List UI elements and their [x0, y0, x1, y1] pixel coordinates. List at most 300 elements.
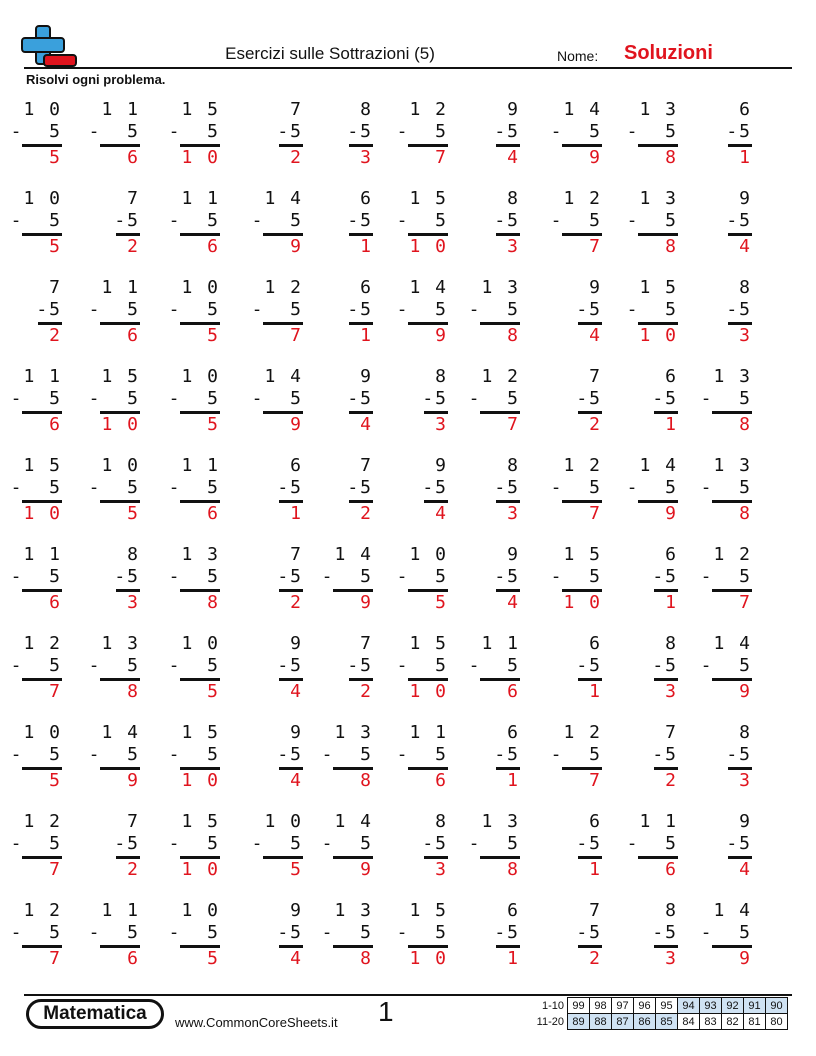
- minuend: 8: [507, 455, 520, 476]
- score-row-label: 1-10: [541, 999, 564, 1012]
- subtrahend: -5: [494, 922, 520, 943]
- minuend: 9: [507, 544, 520, 565]
- subtraction-problem: [542, 100, 602, 170]
- minuend: 1 0: [101, 455, 140, 476]
- minuend: 1 3: [481, 811, 520, 832]
- subtraction-problem: [618, 723, 678, 793]
- subtraction-problem: [2, 545, 62, 615]
- answer: 8: [665, 236, 678, 257]
- minuend: 1 4: [101, 722, 140, 743]
- subtrahend: - 5: [10, 744, 62, 765]
- minuend: 1 2: [23, 811, 62, 832]
- minuend: 7: [589, 366, 602, 387]
- subtraction-problem: [692, 901, 752, 971]
- subtraction-problem: [542, 634, 602, 704]
- minuend: 8: [739, 277, 752, 298]
- answer: 3: [665, 681, 678, 702]
- answer: 1 0: [23, 503, 62, 524]
- subtrahend: -5: [277, 655, 303, 676]
- subtraction-problem: [313, 634, 373, 704]
- minuend: 1 1: [181, 455, 220, 476]
- answer: 8: [207, 592, 220, 613]
- subtraction-problem: [243, 812, 303, 882]
- subtrahend: - 5: [468, 655, 520, 676]
- subtrahend: - 5: [700, 566, 752, 587]
- minuend: 1 4: [639, 455, 678, 476]
- footer-divider: [24, 994, 792, 996]
- answer: 4: [507, 592, 520, 613]
- subtrahend: -5: [576, 299, 602, 320]
- answer: 7: [589, 770, 602, 791]
- minuend: 1 3: [639, 99, 678, 120]
- score-cell: 91: [744, 998, 766, 1014]
- subtraction-problem: [2, 901, 62, 971]
- subtraction-problem: [460, 723, 520, 793]
- subtrahend: - 5: [168, 388, 220, 409]
- minuend: 8: [360, 99, 373, 120]
- answer: 2: [360, 503, 373, 524]
- answer: 4: [507, 147, 520, 168]
- answer: 1 0: [101, 414, 140, 435]
- answer: 8: [507, 325, 520, 346]
- minuend: 8: [127, 544, 140, 565]
- minuend: 1 5: [639, 277, 678, 298]
- subtraction-problem: [460, 634, 520, 704]
- subtrahend: -5: [726, 121, 752, 142]
- minuend: 1 2: [481, 366, 520, 387]
- minuend: 1 0: [181, 633, 220, 654]
- answer: 3: [507, 236, 520, 257]
- minuend: 8: [507, 188, 520, 209]
- minuend: 7: [360, 633, 373, 654]
- subtrahend: -5: [652, 922, 678, 943]
- subtrahend: - 5: [321, 833, 373, 854]
- subtraction-problem: [460, 545, 520, 615]
- subtraction-problem: [80, 367, 140, 437]
- name-value: Soluzioni: [624, 42, 713, 64]
- subtrahend: - 5: [88, 655, 140, 676]
- answer: 5: [435, 592, 448, 613]
- subtraction-problem: [542, 189, 602, 259]
- answer: 1 0: [409, 681, 448, 702]
- answer: 3: [665, 948, 678, 969]
- answer: 7: [49, 948, 62, 969]
- minuend: 9: [435, 455, 448, 476]
- minuend: 1 4: [409, 277, 448, 298]
- subtrahend: - 5: [10, 566, 62, 587]
- subtraction-problem: [388, 456, 448, 526]
- minuend: 1 1: [101, 900, 140, 921]
- subtraction-problem: [243, 634, 303, 704]
- answer: 2: [589, 948, 602, 969]
- answer: 7: [589, 236, 602, 257]
- subtraction-problem: [243, 100, 303, 170]
- subtraction-problem: [692, 545, 752, 615]
- subtrahend: - 5: [10, 833, 62, 854]
- answer: 6: [435, 770, 448, 791]
- minuend: 1 1: [23, 544, 62, 565]
- subtrahend: - 5: [10, 922, 62, 943]
- subtrahend: -5: [347, 655, 373, 676]
- minuend: 1 1: [23, 366, 62, 387]
- subtrahend: - 5: [10, 210, 62, 231]
- subtrahend: - 5: [700, 655, 752, 676]
- minuend: 1 2: [23, 900, 62, 921]
- answer: 6: [49, 592, 62, 613]
- minuend: 1 3: [713, 455, 752, 476]
- subtraction-problem: [80, 278, 140, 348]
- minuend: 6: [290, 455, 303, 476]
- minuend: 9: [507, 99, 520, 120]
- subtrahend: -5: [277, 744, 303, 765]
- minuend: 7: [290, 544, 303, 565]
- subtrahend: - 5: [10, 121, 62, 142]
- minuend: 6: [589, 811, 602, 832]
- answer: 9: [290, 236, 303, 257]
- minuend: 1 4: [264, 188, 303, 209]
- subtraction-problem: [692, 812, 752, 882]
- answer: 7: [739, 592, 752, 613]
- subtrahend: - 5: [168, 655, 220, 676]
- subtrahend: -5: [726, 744, 752, 765]
- subtrahend: - 5: [88, 922, 140, 943]
- subtraction-problem: [618, 367, 678, 437]
- minuend: 1 4: [713, 900, 752, 921]
- answer: 7: [507, 414, 520, 435]
- score-cell: 85: [656, 1014, 678, 1030]
- subtraction-problem: [692, 278, 752, 348]
- minuend: 8: [435, 366, 448, 387]
- subtraction-problem: [160, 545, 220, 615]
- subtrahend: - 5: [251, 388, 303, 409]
- subtrahend: - 5: [396, 566, 448, 587]
- answer: 4: [290, 770, 303, 791]
- score-cell: 80: [766, 1014, 788, 1030]
- minuend: 7: [127, 811, 140, 832]
- subtraction-problem: [460, 278, 520, 348]
- brand-badge: Matematica: [26, 999, 164, 1029]
- answer: 8: [739, 414, 752, 435]
- subtraction-problem: [2, 100, 62, 170]
- answer: 4: [435, 503, 448, 524]
- subtrahend: - 5: [396, 922, 448, 943]
- subtrahend: -5: [277, 477, 303, 498]
- answer: 5: [290, 859, 303, 880]
- minuend: 6: [507, 722, 520, 743]
- subtraction-problem: [388, 545, 448, 615]
- minuend: 1 4: [713, 633, 752, 654]
- page-title: Esercizi sulle Sottrazioni (5): [225, 44, 435, 63]
- subtrahend: - 5: [168, 210, 220, 231]
- score-cell: 97: [612, 998, 634, 1014]
- minuend: 1 1: [181, 188, 220, 209]
- answer: 1 0: [181, 770, 220, 791]
- minuend: 7: [589, 900, 602, 921]
- subtrahend: -5: [726, 210, 752, 231]
- answer: 3: [507, 503, 520, 524]
- subtrahend: - 5: [88, 477, 140, 498]
- minuend: 1 2: [264, 277, 303, 298]
- score-cell: 95: [656, 998, 678, 1014]
- subtraction-problem: [2, 278, 62, 348]
- answer: 5: [207, 414, 220, 435]
- answer: 3: [739, 770, 752, 791]
- instructions: Risolvi ogni problema.: [26, 72, 166, 87]
- subtrahend: -5: [347, 477, 373, 498]
- subtrahend: - 5: [626, 477, 678, 498]
- answer: 9: [739, 681, 752, 702]
- score-row: [528, 998, 788, 1014]
- score-cell: 81: [744, 1014, 766, 1030]
- subtraction-problem: [80, 456, 140, 526]
- answer: 2: [589, 414, 602, 435]
- minuend: 6: [739, 99, 752, 120]
- subtraction-problem: [313, 812, 373, 882]
- subtraction-problem: [313, 545, 373, 615]
- subtrahend: - 5: [396, 299, 448, 320]
- subtrahend: - 5: [626, 210, 678, 231]
- minuend: 9: [739, 188, 752, 209]
- answer: 8: [360, 770, 373, 791]
- answer: 2: [665, 770, 678, 791]
- answer: 9: [360, 592, 373, 613]
- subtrahend: - 5: [251, 299, 303, 320]
- answer: 1: [360, 325, 373, 346]
- subtrahend: - 5: [88, 299, 140, 320]
- subtrahend: - 5: [168, 477, 220, 498]
- score-row-label: 11-20: [536, 1015, 564, 1028]
- subtraction-problem: [243, 723, 303, 793]
- subtrahend: - 5: [550, 210, 602, 231]
- subtraction-problem: [692, 189, 752, 259]
- answer: 6: [665, 859, 678, 880]
- subtraction-problem: [160, 189, 220, 259]
- subtraction-problem: [692, 723, 752, 793]
- subtraction-problem: [388, 367, 448, 437]
- answer: 1: [739, 147, 752, 168]
- subtraction-problem: [313, 456, 373, 526]
- subtraction-problem: [542, 723, 602, 793]
- answer: 1 0: [181, 147, 220, 168]
- subtraction-problem: [618, 278, 678, 348]
- subtraction-problem: [542, 367, 602, 437]
- answer: 1: [589, 859, 602, 880]
- minuend: 6: [589, 633, 602, 654]
- subtraction-problem: [460, 901, 520, 971]
- answer: 6: [127, 948, 140, 969]
- subtrahend: -5: [347, 299, 373, 320]
- subtrahend: -5: [422, 477, 448, 498]
- subtrahend: - 5: [168, 121, 220, 142]
- answer: 1 0: [409, 948, 448, 969]
- subtrahend: -5: [277, 922, 303, 943]
- subtrahend: -5: [494, 744, 520, 765]
- minuend: 1 4: [334, 544, 373, 565]
- answer: 4: [290, 681, 303, 702]
- minuend: 1 5: [181, 722, 220, 743]
- minuend: 6: [665, 366, 678, 387]
- subtraction-problem: [388, 278, 448, 348]
- answer: 5: [207, 681, 220, 702]
- subtraction-problem: [313, 189, 373, 259]
- minuend: 7: [665, 722, 678, 743]
- minuend: 1 0: [409, 544, 448, 565]
- subtraction-problem: [313, 100, 373, 170]
- answer: 8: [507, 859, 520, 880]
- subtrahend: - 5: [168, 744, 220, 765]
- minuend: 1 5: [409, 633, 448, 654]
- minuend: 1 4: [563, 99, 602, 120]
- subtrahend: -5: [494, 477, 520, 498]
- minuend: 1 3: [639, 188, 678, 209]
- subtrahend: -5: [726, 833, 752, 854]
- minuend: 8: [665, 900, 678, 921]
- subtraction-problem: [460, 189, 520, 259]
- minuend: 1 2: [23, 633, 62, 654]
- subtrahend: - 5: [10, 477, 62, 498]
- subtraction-problem: [80, 634, 140, 704]
- subtrahend: -5: [422, 388, 448, 409]
- answer: 6: [49, 414, 62, 435]
- answer: 3: [360, 147, 373, 168]
- subtraction-problem: [692, 367, 752, 437]
- answer: 6: [207, 503, 220, 524]
- minuend: 1 0: [264, 811, 303, 832]
- subtraction-problem: [618, 634, 678, 704]
- answer: 7: [290, 325, 303, 346]
- subtraction-problem: [2, 367, 62, 437]
- subtrahend: -5: [652, 388, 678, 409]
- minuend: 1 3: [181, 544, 220, 565]
- minuend: 1 2: [563, 188, 602, 209]
- answer: 1: [360, 236, 373, 257]
- minuend: 1 1: [101, 99, 140, 120]
- answer: 2: [127, 236, 140, 257]
- score-table: [528, 997, 788, 1030]
- answer: 5: [207, 325, 220, 346]
- answer: 3: [435, 859, 448, 880]
- minuend: 9: [589, 277, 602, 298]
- subtraction-problem: [80, 189, 140, 259]
- subtraction-problem: [160, 812, 220, 882]
- minuend: 9: [290, 722, 303, 743]
- subtraction-problem: [2, 634, 62, 704]
- subtrahend: - 5: [468, 299, 520, 320]
- answer: 8: [665, 147, 678, 168]
- subtrahend: - 5: [251, 833, 303, 854]
- subtraction-problem: [618, 545, 678, 615]
- subtrahend: - 5: [626, 833, 678, 854]
- subtraction-problem: [542, 812, 602, 882]
- subtraction-problem: [160, 634, 220, 704]
- score-cell: 84: [678, 1014, 700, 1030]
- page-number: 1: [378, 996, 394, 1027]
- minuend: 1 3: [713, 366, 752, 387]
- score-cell: 96: [634, 998, 656, 1014]
- answer: 9: [127, 770, 140, 791]
- score-cell: 90: [766, 998, 788, 1014]
- minuend: 8: [739, 722, 752, 743]
- answer: 1 0: [639, 325, 678, 346]
- minuend: 7: [290, 99, 303, 120]
- subtrahend: - 5: [468, 833, 520, 854]
- subtraction-problem: [313, 723, 373, 793]
- score-cell: 98: [590, 998, 612, 1014]
- minuend: 1 1: [101, 277, 140, 298]
- subtraction-problem: [313, 278, 373, 348]
- subtrahend: -5: [494, 210, 520, 231]
- minuend: 1 5: [23, 455, 62, 476]
- subtraction-problem: [80, 901, 140, 971]
- answer: 5: [49, 770, 62, 791]
- subtrahend: -5: [347, 388, 373, 409]
- minuend: 9: [290, 900, 303, 921]
- subtraction-problem: [2, 812, 62, 882]
- subtraction-problem: [2, 723, 62, 793]
- subtrahend: - 5: [168, 566, 220, 587]
- score-cell: 87: [612, 1014, 634, 1030]
- answer: 3: [739, 325, 752, 346]
- subtrahend: -5: [347, 210, 373, 231]
- minuend: 1 3: [334, 722, 373, 743]
- minuend: 1 5: [181, 99, 220, 120]
- subtrahend: - 5: [396, 121, 448, 142]
- answer: 7: [435, 147, 448, 168]
- minuend: 1 0: [23, 188, 62, 209]
- subtrahend: -5: [576, 388, 602, 409]
- answer: 1: [589, 681, 602, 702]
- minuend: 6: [360, 188, 373, 209]
- answer: 9: [290, 414, 303, 435]
- subtrahend: - 5: [550, 744, 602, 765]
- minuend: 9: [360, 366, 373, 387]
- minuend: 1 2: [409, 99, 448, 120]
- subtrahend: - 5: [88, 388, 140, 409]
- subtraction-problem: [388, 812, 448, 882]
- subtrahend: - 5: [626, 299, 678, 320]
- answer: 3: [127, 592, 140, 613]
- answer: 4: [739, 236, 752, 257]
- subtrahend: -5: [114, 833, 140, 854]
- subtraction-problem: [2, 189, 62, 259]
- answer: 2: [290, 147, 303, 168]
- subtrahend: -5: [347, 121, 373, 142]
- subtrahend: -5: [494, 121, 520, 142]
- subtrahend: -5: [277, 121, 303, 142]
- answer: 6: [507, 681, 520, 702]
- subtrahend: - 5: [10, 655, 62, 676]
- minuend: 9: [290, 633, 303, 654]
- subtraction-problem: [243, 456, 303, 526]
- subtraction-problem: [388, 901, 448, 971]
- name-label: Nome:: [557, 48, 599, 64]
- subtraction-problem: [692, 456, 752, 526]
- subtraction-problem: [388, 634, 448, 704]
- score-row: [528, 1014, 788, 1030]
- subtraction-problem: [460, 812, 520, 882]
- minuend: 1 0: [23, 99, 62, 120]
- subtrahend: -5: [494, 566, 520, 587]
- answer: 5: [49, 147, 62, 168]
- subtraction-problem: [160, 278, 220, 348]
- subtraction-problem: [618, 456, 678, 526]
- subtrahend: - 5: [168, 833, 220, 854]
- answer: 1: [290, 503, 303, 524]
- minuend: 1 2: [563, 722, 602, 743]
- minuend: 1 3: [481, 277, 520, 298]
- minuend: 7: [49, 277, 62, 298]
- subtrahend: - 5: [88, 744, 140, 765]
